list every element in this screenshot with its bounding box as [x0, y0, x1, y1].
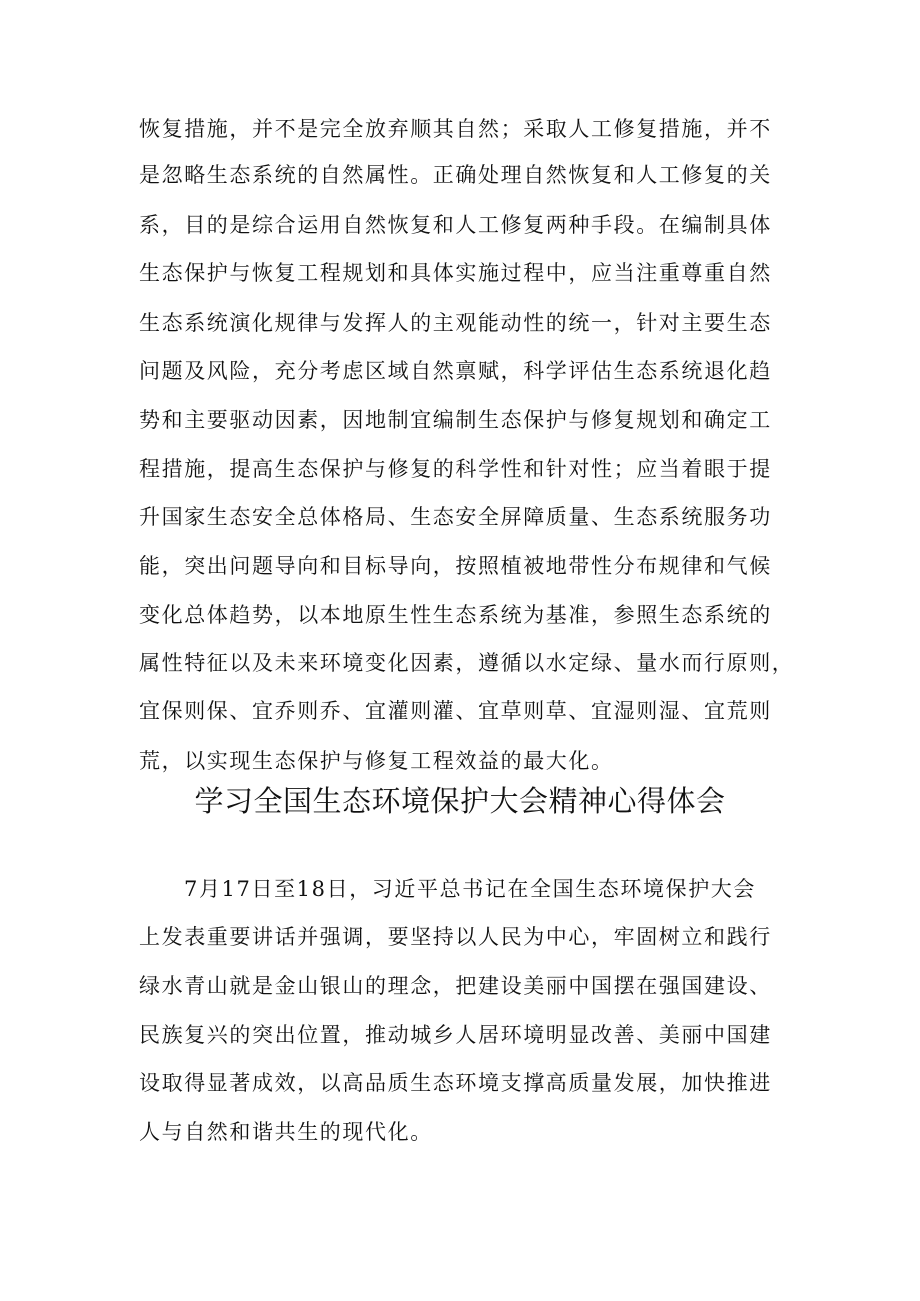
paragraph-line: 民族复兴的突出位置，推动城乡人居环境明显改善、美丽中国建	[139, 1023, 772, 1047]
paragraph-line: 宜保则保、宜乔则乔、宜灌则灌、宜草则草、宜湿则湿、宜荒则	[139, 699, 772, 723]
paragraph-line: 荒，以实现生态保护与修复工程效益的最大化。	[139, 749, 614, 773]
paragraph-line: 是忽略生态系统的自然属性。正确处理自然恢复和人工修复的关	[139, 163, 772, 187]
paragraph-line: 绿水青山就是金山银山的理念，把建设美丽中国摆在强国建设、	[139, 974, 772, 998]
paragraph-line: 上发表重要讲话并强调，要坚持以人民为中心，牢固树立和践行	[139, 925, 772, 949]
paragraph-line: 生态保护与恢复工程规划和具体实施过程中，应当注重尊重自然	[139, 261, 772, 285]
paragraph-line: 势和主要驱动因素，因地制宜编制生态保护与修复规划和确定工	[139, 408, 772, 432]
paragraph-line: 设取得显著成效，以高品质生态环境支撑高质量发展，加快推进	[139, 1071, 772, 1095]
paragraph-line: 生态系统演化规律与发挥人的主观能动性的统一，针对主要生态	[139, 311, 772, 335]
paragraph-line: 人与自然和谐共生的现代化。	[139, 1120, 433, 1144]
paragraph-line: 恢复措施，并不是完全放弃顺其自然；采取人工修复措施，并不	[139, 117, 772, 141]
paragraph-line: 变化总体趋势，以本地原生性生态系统为基准，参照生态系统的	[139, 603, 772, 627]
paragraph-line: 程措施，提高生态保护与修复的科学性和针对性；应当着眼于提	[139, 457, 772, 481]
paragraph-line: 属性特征以及未来环境变化因素，遵循以水定绿、量水而行原则，	[139, 651, 795, 675]
paragraph-line: 7月17日至18日，习近平总书记在全国生态环境保护大会	[184, 877, 757, 901]
article-title: 学习全国生态环境保护大会精神心得体会	[194, 784, 726, 818]
paragraph-line: 升国家生态安全总体格局、生态安全屏障质量、生态系统服务功	[139, 505, 772, 529]
paragraph-line: 问题及风险，充分考虑区域自然禀赋，科学评估生态系统退化趋	[139, 359, 772, 383]
paragraph-line: 系，目的是综合运用自然恢复和人工修复两种手段。在编制具体	[139, 213, 772, 237]
paragraph-line: 能，突出问题导向和目标导向，按照植被地带性分布规律和气候	[139, 554, 772, 578]
